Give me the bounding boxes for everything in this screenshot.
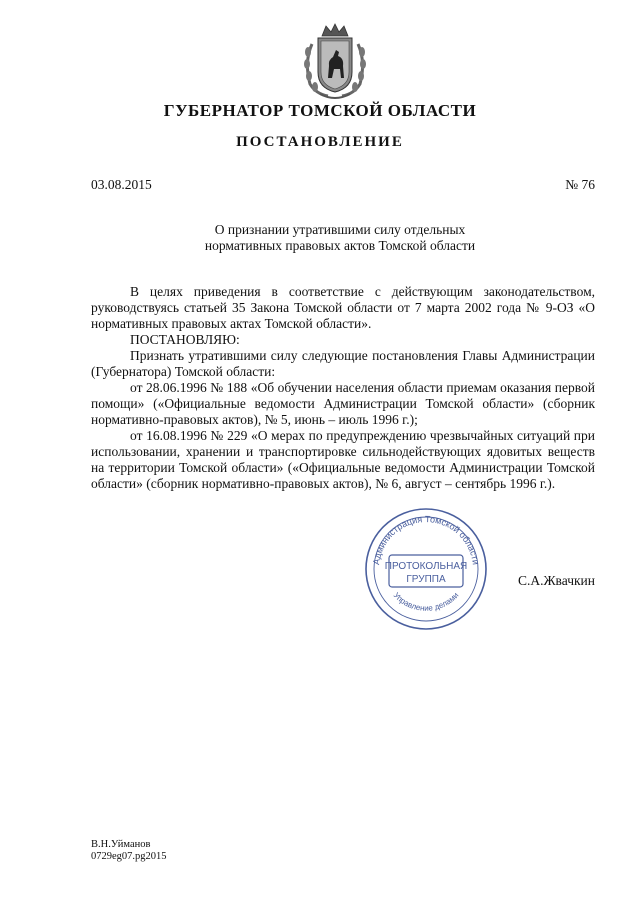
stamp-inner-line-1: ПРОТОКОЛЬНАЯ	[384, 561, 468, 572]
tomsk-coat-of-arms-icon	[298, 22, 372, 102]
document-body	[91, 284, 595, 492]
official-stamp	[362, 505, 490, 633]
body-paragraph-resolve: ПОСТАНОВЛЯЮ:	[130, 332, 240, 347]
body-paragraph-repeal: Признать утратившими силу следующие постановления Главы Администрации (Губернатора) Томской области:	[91, 348, 595, 379]
body-paragraph-item-2: от 16.08.1996 № 229 «О мерах по предупреждению чрезвычайных ситуаций при использовании, хранении и транспортировке сильнодействующих ядовитых веществ на территории Томской области» («Официальные ведомости Администрации Томской области» (сборник нормативно-правовых актов), № 6, август – сентябрь 1996 г.).	[91, 428, 595, 491]
document-type: ПОСТАНОВЛЕНИЕ	[236, 134, 404, 150]
stamp-bottom-text: Управление делами	[391, 590, 461, 613]
body-paragraph-item-1: от 28.06.1996 № 188 «Об обучении населения области приемам оказания первой помощи» («Официальные ведомости Администрации Томской области» (сборник нормативно-правовых актов), № 5, июнь – июль 1996 г.);	[91, 380, 595, 427]
stamp-inner-line-2: ГРУППА	[406, 574, 446, 585]
document-title: ГУБЕРНАТОР ТОМСКОЙ ОБЛАСТИ	[163, 101, 477, 120]
document-number: № 76	[565, 177, 595, 192]
footer-author: В.Н.Уйманов	[91, 839, 151, 850]
footer-code: 0729eg07.pg2015	[91, 851, 167, 862]
stamp-ring-text: Администрация Томской области	[371, 513, 481, 566]
heading-line-2: нормативных правовых актов Томской области	[204, 238, 476, 253]
signature-name: С.А.Жвачкин	[517, 573, 595, 588]
document-date: 03.08.2015	[91, 177, 152, 192]
heading-line-1: О признании утратившими силу отдельных	[214, 222, 466, 237]
document-heading	[0, 222, 640, 254]
body-paragraph-preamble: В целях приведения в соответствие с действующим законодательством, руководствуясь статьей 35 Закона Томской области от 7 марта 2002 года № 9-ОЗ «О нормативных правовых актах Томской области».	[91, 284, 595, 331]
document-footer	[91, 839, 167, 863]
